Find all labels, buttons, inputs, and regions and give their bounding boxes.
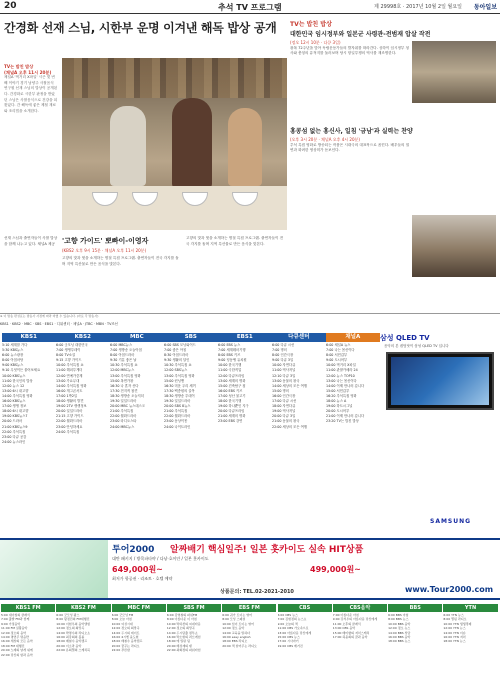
tv-product-image [386,352,494,410]
schedule-item: 9:00 도시어부 [326,358,348,363]
radio-item: 12:00 정오의 음악 [1,630,27,635]
schedule-item: 19:00 2TV 생생정보 [56,404,87,409]
qled-ad-title: 삼성 QLED TV [380,334,430,342]
schedule-item: 10:00 먹거리 X파일 [326,363,356,368]
radio-column [167,613,220,689]
radio-header: SBS FM [167,604,221,612]
schedule-item: 24:00 MBC뉴스 [110,424,135,429]
radio-item: 20:00 꿈꾸는 라디오 [111,643,140,648]
schedule-item: 16:00 인간극장 [272,393,296,398]
schedule-item: 16:30 미운 우리 새끼 [164,383,196,388]
schedule-item: 14:00 이제 만나러 갑니다 [326,383,365,388]
schedule-header: 채널A [326,333,380,342]
side-text-1: 광복 72주년을 맞아 독립운동가들의 발자취를 따라간다. 상하이 임시정부 청사와 충칭의 유적지를 둘러보며 당시 항일투쟁의 역사를 재조명한다. [290,46,409,56]
radio-item: 6:00 YTN 뉴스 [443,613,464,617]
radio-item: 16:00 YTN 저녁 [443,635,466,640]
schedule-item: 21:15 고향 가이드 [56,414,84,419]
schedule-item: 21:00 추석특집 [164,409,188,414]
article-photo [62,58,287,230]
radio-item: 5:00 새아침의 클래식 [1,613,30,617]
schedule-item: 11:00 한국인의 밥상 [2,378,33,383]
radio-item: 22:00 푸른밤 [111,648,130,653]
radio-header: BBS [388,604,442,612]
radio-item: 6:00 김영철의 파워FM [166,613,198,617]
schedule-item: 22:00 월화드라마 [164,414,191,419]
radio-item: 8:00 BBS 뉴스 [388,617,409,622]
schedule-header: MBC [110,333,164,342]
schedule-item: 14:00 세상의 모든 여행 [272,383,307,388]
schedule-item: 19:00 역사저널 [272,409,296,414]
schedule-item: 9:00 딩동댕 유치원 [218,358,247,363]
schedule-item: 12:00 다큐프라임 [218,373,245,378]
ad-line-3: 상품문의: TEL.02-2021-2010 [220,589,294,595]
radio-item: 14:00 BBS 상담 [388,630,411,635]
radio-item: 12:00 정오 음악 [222,626,245,631]
schedule-header: SBS [164,333,218,342]
ad-price-2: 499,000원~ [310,565,361,574]
radio-item: 14:00 두시의 데이트 [111,630,140,635]
schedule-item: 12:00 연예가중계 [56,373,83,378]
schedule-item: 21:00 이제 만나러 갑니다 [326,414,365,419]
radio-item: 14:00 두시탈출 컬투쇼 [166,630,198,635]
schedule-item: 24:00 추석특집 [56,429,80,434]
schedule-item: 8:00 EBS 키즈 [218,353,241,358]
feature-sub: (KBS2 오후 9시 15분 · 채널A 오후 11시 20분) [62,248,147,253]
schedule-item: 23:00 다큐 공감 [2,434,27,439]
radio-item: 17:00 시사자키 [277,639,299,644]
schedule-item: 7:00 좋은 아침 [164,348,187,353]
schedule-item: 13:00 추석특집 영화 [164,373,195,378]
schedule-item: 23:00 안녕하세요 [56,424,83,429]
side-sub-2: (오후 3시 20분 · 채널A 오후 4시 20분) [290,137,360,142]
radio-item: 8:00 황정민의 FM대행진 [56,617,90,622]
radio-item: 16:00 박소현의 러브게임 [166,635,201,640]
article-sub: (채널A 오후 11시 20분) [4,69,52,75]
radio-header: MBC FM [112,604,166,612]
radio-item: 22:00 유희열의 스케치북 [56,648,91,653]
schedule-item: 10:00 자연다큐 [272,363,296,368]
schedule-item: 10:00 KBS뉴스 [2,373,26,378]
schedule-item: 9:15 고향 가이드 [56,358,82,363]
schedule-item: 18:00 한국기행 [218,399,242,404]
schedule-item: 24:00 나이트라인 [164,424,191,429]
schedule-item: 18:00 생활의 발견 [56,399,84,404]
radio-item: 11:00 CBS 가요속으로 [277,626,309,631]
ad-line-1: 대만 패키지 / 방콕파타야 / 다낭·호이안 / 일본 홋카이도 [112,556,209,561]
schedule-item: 9:10 무엇이든 물어보세요 [2,368,41,373]
schedule-item: 20:00 도시어부 [326,409,350,414]
radio-item: 6:00 굿모닝 팝스 [56,613,80,617]
feature-text-2: 고향의 맛과 멋을 소개하는 명절 특집 프로그램. 출연자들이 전국 각지를 돌며 지역 특산물로 만든 음식을 맛본다. [186,236,284,246]
radio-item: 14:00 YTN 이슈 [443,630,466,635]
radio-item: 20:00 배성재의 텐 [166,643,192,648]
radio-item: 11:00 FM 실황음악 [1,626,28,631]
radio-header: CBS [278,604,332,612]
radio-item: 10:00 박하선의 씨네타운 [166,621,201,626]
schedule-item: 23:20 TV는 밥친 밥상 [326,419,359,424]
schedule-item: 10:30 추석특집 쇼 [110,363,138,368]
radio-column [1,613,54,689]
radio-item: 22:00 당신의 밤과 음악 [1,652,33,657]
side-column [290,19,496,311]
main-headline: 간경화 선재 스님, 시한부 운명 이겨낸 해독 밥상 공개 [4,21,277,35]
schedule-item: 11:00 극한직업 [218,368,242,373]
schedule-item: 8:00 아침마당 [2,358,24,363]
radio-item: 16:00 BBS 음악 [388,635,411,640]
radio-item: 12:00 YTN 뉴스 [443,626,466,631]
radio-item: 20:00 이소라 음악 [56,643,82,648]
schedule-item: 6:00 EBS 뉴스 [218,343,241,347]
ad-line-2: 최저가 항공권 · 리조트 · 호텔 예약 [112,576,173,581]
schedule-item: 16:20 추석특집 영화 [326,393,357,398]
radio-item: 7:00 아름다운 아침 [332,613,359,617]
side-title-2: 홍콩섬 없는 홍신사, 일침 '금남'과 실력는 찬양 [290,128,413,135]
schedule-item: 17:00 1박2일 [56,393,78,398]
radio-item: 16:00 4시엔 윤도현 [111,635,139,640]
schedule-column [272,343,324,535]
schedule-item: 17:00 다큐 시선 [272,399,297,404]
schedule-header: KBS1 [2,333,56,342]
schedule-item: 13:00 6시 내고향 [2,388,29,393]
radio-header: EBS FM [222,604,276,612]
schedule-item: 5:10 세계를 가다 [2,343,28,347]
schedule-item: 13:00 가요무대 [56,378,80,383]
radio-item: 9:00 가정음악 [1,621,21,626]
page-number: 20 [4,1,17,11]
masthead [0,0,500,14]
radio-item: 18:00 YTN 뉴스 [443,639,466,644]
radio-item: 6:00 귀가 트이는 영어 [222,613,253,617]
radio-item: 14:00 교육을 말하다 [222,630,251,635]
section-title: 추석 TV 프로그램 [218,3,282,12]
schedule-item: 13:00 세계의 명화 [218,378,246,383]
radio-item: 13:00 CBS 음악 [332,626,356,631]
schedule-item: 9:00 다큐 3일 [272,358,294,363]
schedule-note: ※ 이 방송 편성표는 방송사 사정에 따라 바뀔 수 있습니다. (자료 각 방송사) [0,313,500,320]
schedule-item: 18:00 자연다큐 [272,404,296,409]
schedule-item: 11:00 역사저널 [272,368,296,373]
side-kicker: TV는 밥친 밥상 [290,21,332,28]
schedule-item: 12:00 뉴스 12 [2,383,25,388]
schedule-item: 6:00 굿모닝 대한민국 [56,343,88,347]
schedule-header: 다큐센터 [272,333,326,342]
schedule-item: 10:00 한국기행 [218,363,242,368]
feature-box [62,236,182,310]
schedule-header: EBS1 [218,333,272,342]
schedule-item: 8:00 TV소설 [56,353,76,358]
side-text-2: 추석 특집 영화로 방송되는 작품은 시대극의 대표작으로 꼽힌다. 배우들의 열연과 화려한 영상미가 돋보인다. [290,143,410,153]
schedule-item: 5:30 KBS뉴스 [2,348,24,353]
schedule-item: 18:30 생방송 오늘저녁 [110,393,144,398]
schedule-item: 7:00 생방송 오늘아침 [110,348,142,353]
travel-ad [0,538,500,600]
samsung-logo: SAMSUNG [430,518,472,525]
ad-price-1: 649,000원~ [112,565,163,574]
schedule-item: 23:00 EBS 강연 [218,419,243,424]
newspaper-logo: 동아일보 [473,4,497,11]
radio-item: 6:00 굿모닝 FM [111,613,134,617]
schedule-item: 11:00 관찰카메라 24 [326,368,358,373]
schedule-item: 12:00 SBS뉴스 [164,368,188,373]
schedule-item: 20:00 SBS 8뉴스 [164,404,191,409]
schedule-item: 8:30 아침드라마 [164,353,189,358]
schedule-item: 20:00 일일드라마 [56,409,83,414]
schedule-item: 8:00 서민갑부 [326,353,348,358]
radio-item: 18:00 BBS 뉴스 [388,639,411,644]
schedule-item: 21:00 세계의 명화 [218,414,246,419]
schedule-item: 23:00 라디오스타 [110,419,137,424]
feature-title: '고향 가이드' 뽀빠이-이영자 [62,237,149,245]
schedule-item: 12:00 MBC뉴스 [110,368,135,373]
radio-item: 9:00 강석우의 아름다운 당신에게 [332,617,378,622]
radio-item: 18:00 배철수 음악캠프 [56,639,88,644]
radio-item: 18:00 EBS 라디오 [222,639,248,644]
schedule-item: 6:00 다큐 시선 [272,343,295,347]
radio-item: 20:00 책 읽어주는 라디오 [222,643,257,648]
radio-item: 16:00 세상의 모든 음악 [1,639,33,644]
radio-item: 22:00 최화정의 파워타임 [166,648,201,653]
schedule-item: 21:00 KBS뉴스9 [2,424,28,429]
schedule-item: 18:00 6시 내고향 [2,409,29,414]
schedule-column [326,343,378,535]
schedule-item: 6:00 SBS 모닝와이드 [164,343,196,347]
schedule-item: 8:00 아침드라마 [110,353,135,358]
radio-header: CBS음악 [333,604,387,612]
radio-item: 8:00 모닝 스페셜 [222,617,246,622]
schedule-item: 16:00 KBS뉴스 [2,399,26,404]
schedule-item: 19:00 하나뿐인 지구 [218,404,249,409]
side-sub-1: (정오 12시 10분 · 다큐 3일) [290,40,341,45]
article-body: 채널A '먹거리 X파일' 시즌 몇 번째 이야기 경기 남양주 사찰음식 연구원 선재 스님의 밥상이 공개된다. 간경화로 시한부 판정을 받았던 스님은 사찰음식으로 건강을 되찾았다. 간 해독에 좋은 제철 재료와 조리법을 소개한다. [4,75,58,113]
feature-text: 고향의 맛과 멋을 소개하는 명절 특집 프로그램. 출연자들이 전국 각지를 돌며 지역 특산물로 만든 음식을 맛본다. [62,256,179,266]
radio-item: 12:00 정오의 희망곡 [56,626,85,631]
radio-item: 10:00 입이 트이는 영어 [222,621,254,626]
radio-item: 19:00 CBS 매거진 [277,643,303,648]
radio-item: 12:00 정오 뉴스 [388,626,411,631]
radio-item: 20:00 노래의 날개 위에 [1,648,33,653]
channel-strip: KBS1 · KBS2 · MBC · SBS · EBS1 · 디워센터 · 채널A · JTBC · MBN · TV조선 [0,322,118,326]
radio-item: 8:00 오늘 아침 [111,617,132,622]
side-photo-1 [412,41,496,103]
radio-item: 14:00 명연주 명음반 [1,635,29,640]
ad-brand: 투어2000 [112,545,155,555]
schedule-item: 20:00 다큐프라임 [218,409,245,414]
schedule-item: 20:00 다큐 3일 [272,414,296,419]
schedule-item: 9:30 기분 좋은 날 [110,358,137,363]
schedule-item: 9:00 KBS뉴스 [2,363,24,368]
schedule-item: 15:00 명의 [272,388,289,393]
schedule-item: 15:00 서민갑부 [326,388,350,393]
schedule-column [218,343,270,535]
schedule-item: 19:00 하트시그널 [326,404,353,409]
schedule-item: 15:00 건축탐구 집 [218,383,246,388]
schedule-item: 17:30 전지적 참견 [110,388,138,393]
schedule-item: 16:00 EBS 키즈 [218,388,243,393]
schedule-item: 13:00 나는 몸신이다 [326,378,357,383]
schedule-item: 17:00 생생 정보 [2,404,27,409]
radio-item: 17:00 허윤희의 꿈과 음악 [332,635,368,640]
schedule-item: 19:30 일일드라마 [164,399,191,404]
schedule-column [2,343,54,535]
schedule-item: 6:00 채널A 뉴스 [326,343,351,347]
schedule-item: 7:00 생생투데이 [56,348,81,353]
radio-header: KBS1 FM [1,604,55,612]
radio-item: 6:00 CBS 뉴스 [277,613,298,617]
ad-slogan: 알짜배기 핵심일주! 일본 홋카이도 실속 HIT상품 [170,545,364,555]
schedule-item: 22:00 추석특집 [2,429,26,434]
schedule-column [56,343,108,535]
radio-item: 9:00 오늘의 책 [277,621,298,626]
schedule-header: KBS2 [56,333,110,342]
radio-item: 10:00 BBS 음악 [388,621,411,626]
schedule-item: 19:00 KBS뉴스7 [2,414,28,419]
radio-column [278,613,331,689]
schedule-item: 17:30 백종원의 골목 [164,388,195,393]
schedule-item: 12:00 뉴스 TOP10 [326,373,355,378]
schedule-item: 22:00 세상의 모든 여행 [272,424,307,429]
radio-item: 8:00 아름다운 이 아침 [166,617,197,622]
schedule-item: 20:00 드라마 [2,419,23,424]
radio-item: 7:00 김현정의 뉴스쇼 [277,617,307,622]
schedule-item: 13:00 추석특집 영화 [110,373,141,378]
radio-item: 18:00 FM 대행진 [1,643,25,648]
schedule-item: 14:00 추석특집 영화 [2,393,33,398]
schedule-item: 21:00 추석특집 [110,409,134,414]
side-photo-2 [412,215,496,277]
radio-item: 13:00 아름다운 당신에게 [277,630,312,635]
schedule-item: 11:00 해피투게더 [56,368,83,373]
schedule-item: 15:00 런닝맨 [164,378,185,383]
schedule-item: 7:00 명의 [272,348,287,353]
issue-date: 제 29998호 · 2017년 10월 2일 월요일 [374,4,462,10]
radio-item: 12:00 정오의 희망곡 [166,626,195,631]
schedule-item: 7:00 나는 몸신이다 [326,348,355,353]
schedule-item: 15:00 복면가왕 [110,378,134,383]
ad-image [0,540,108,598]
schedule-item: 22:00 월화드라마 [110,414,137,419]
radio-item: 14:00 박명수의 라디오쇼 [56,630,91,635]
radio-item: 18:00 배철수 음악캠프 [111,639,143,644]
schedule-item: 10:00 추석특집 쇼 [56,363,84,368]
qled-ad-text: 음악의 본 퀀텀닷이 삼성 QLED TV 입니다 [384,344,449,348]
radio-column [388,613,441,689]
schedule-item: 20:00 MBC 뉴스데스크 [110,404,145,409]
radio-column [443,613,496,689]
radio-item: 15:00 배미향의 저녁스케치 [332,630,370,635]
radio-header: KBS2 FM [56,604,110,612]
radio-item: 11:00 오후의 클래식 [332,621,361,626]
schedule-item: 14:00 추석특집 영화 [56,383,87,388]
schedule-item: 6:00 뉴스광장 [2,353,24,358]
radio-item: 15:00 CBS 뉴스 [277,635,300,640]
ad-website[interactable]: www.Tour2000.com [405,585,494,594]
radio-item: 10:00 YTN 생생경제 [443,621,472,626]
radio-item: 10:00 이현우의 음악앨범 [56,621,91,626]
schedule-item: 18:00 뉴스 A [326,399,347,404]
schedule-item: 19:30 일일드라마 [110,399,137,404]
schedule-item: 16:00 개그콘서트 [56,388,83,393]
schedule-item: 13:00 동물의 왕국 [272,378,300,383]
schedule-column [164,343,216,535]
radio-item: 7:00 출발 FM과 함께 [1,617,30,622]
article-sidebar [4,64,58,114]
schedule-item: 22:00 월화드라마 [56,419,83,424]
schedule-item: 9:30 생활의 달인 [164,358,190,363]
photo-caption: 선재 스님과 출연자들이 사찰 밥상을 함께 나누고 있다. 채널A 제공 [4,236,58,246]
schedule-item: 8:00 인간극장 [272,353,294,358]
schedule-item: 18:30 생방송 투데이 [164,393,195,398]
radio-item: 18:00 에 밀란 팀 [166,639,190,644]
schedule-item: 10:30 추석특집 쇼 [164,363,192,368]
article-tag: TV는 밥친 밥상 [4,64,34,69]
schedule-item: 24:00 뉴스라인 [2,439,26,444]
radio-item: 16:00 최강희의 볼륨 [56,635,85,640]
radio-item: 6:00 BBS 아침 [388,613,409,617]
schedule-item: 17:00 성난 물고기 [218,393,246,398]
side-title-1: 대한민국 임시정부와 일본군 사령관-전범재 압살 작전 [290,31,431,38]
radio-column [222,613,275,689]
schedule-item: 21:00 동물의 왕국 [272,419,300,424]
schedule-item: 12:10 다큐 3일 [272,373,296,378]
schedule-item: 16:30 나 혼자 산다 [110,383,139,388]
radio-item: 10:00 여성시대 [111,621,133,626]
radio-item: 16:00 easy english [222,635,251,640]
schedule-item: 6:00 MBC뉴스 [110,343,133,347]
radio-item: 8:00 열린 라디오 [443,617,467,622]
radio-column [56,613,109,689]
schedule-item: 23:00 동상이몽 [164,419,188,424]
schedule-item: 7:00 세계테마기행 [218,348,246,353]
radio-header: YTN [443,604,497,612]
radio-column [333,613,386,689]
radio-column [112,613,165,689]
radio-item: 12:00 정오의 희망곡 [111,626,140,631]
schedule-column [110,343,162,535]
